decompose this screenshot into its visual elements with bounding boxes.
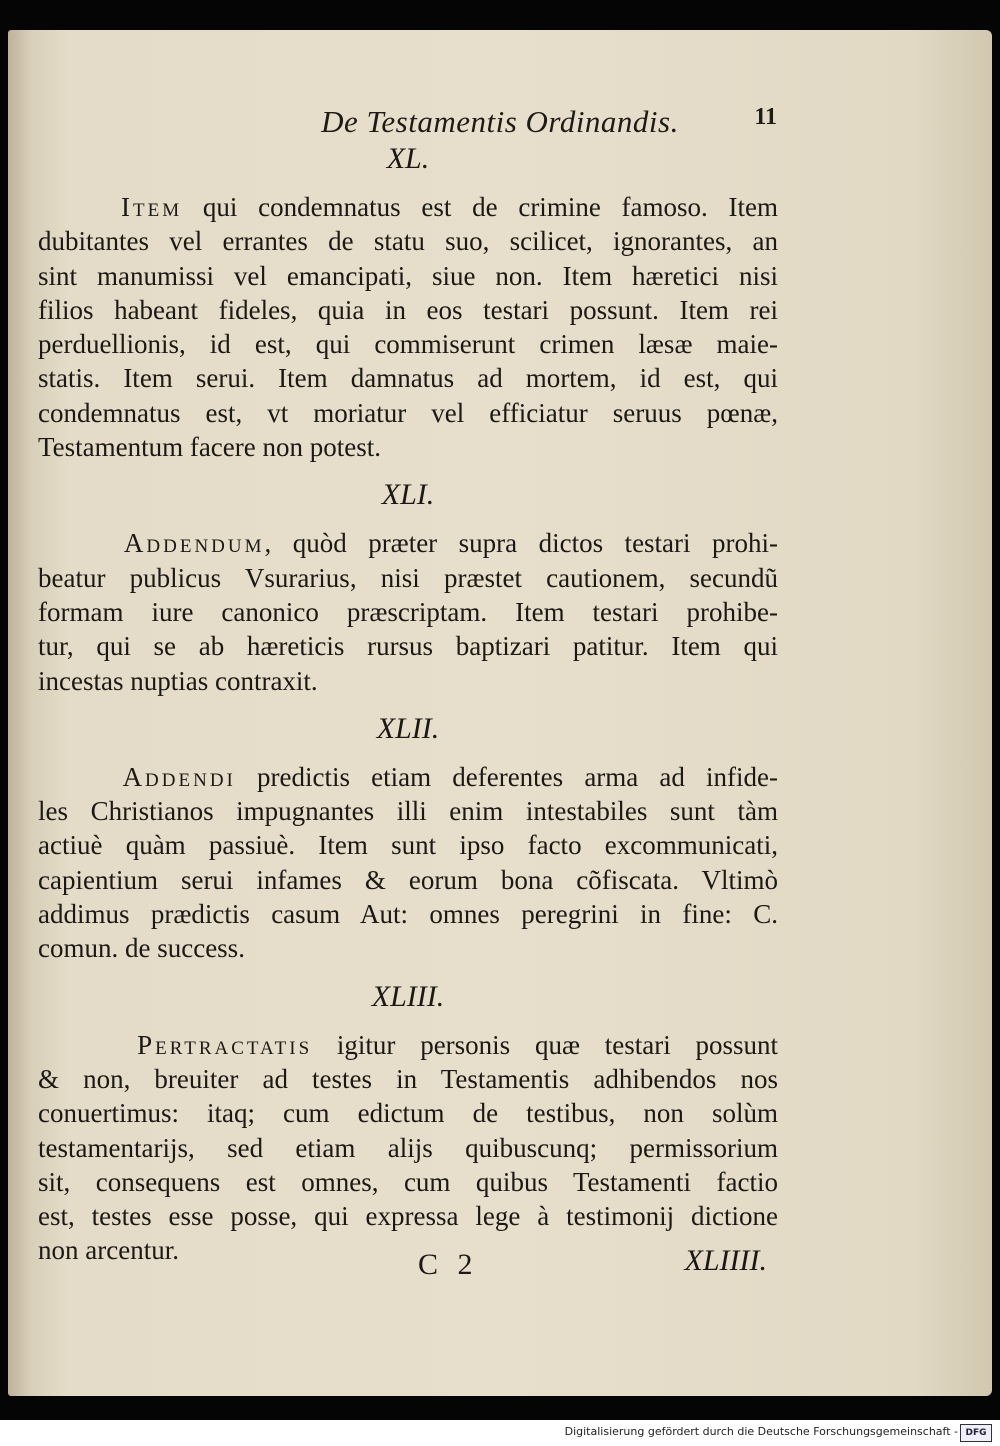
text-line: comun. de success.	[38, 933, 245, 964]
text-line: & non, breuiter ad testes in Testamentis adhibendos nos	[38, 1063, 778, 1094]
page-number: 11	[754, 104, 777, 130]
dfg-logo-icon: DFG	[960, 1424, 992, 1442]
section-number: XLIII.	[371, 979, 445, 1013]
signature-mark: C 2	[418, 1248, 479, 1281]
text-line: Pertractatis igitur personis quæ testari possunt	[137, 1029, 779, 1060]
text-line: non arcentur.	[38, 1235, 179, 1266]
text-line: statis. Item serui. Item damnatus ad mortem, id est, qui	[38, 363, 778, 394]
section-paragraph	[38, 526, 778, 697]
catchword: XLIIII.	[684, 1244, 767, 1277]
text-line: Testamentum facere non potest.	[38, 432, 381, 463]
section-paragraph	[38, 760, 778, 966]
text-line: filios habeant fideles, quia in eos testari possunt. Item rei	[38, 294, 778, 325]
text-line: sit, consequens est omnes, cum quibus Testamenti factio	[38, 1166, 778, 1197]
text-line: beatur publicus Vsurarius, nisi præstet cautionem, secundũ	[38, 562, 778, 593]
section-paragraph	[38, 1028, 778, 1268]
text-line: condemnatus est, vt moriatur vel efficiatur seruus pœnæ,	[38, 397, 778, 428]
text-line: les Christianos impugnantes illi enim intestabiles sunt tàm	[38, 796, 778, 827]
section-number: XLII.	[376, 711, 440, 745]
initial-word: Pertractatis	[137, 1029, 313, 1060]
text-line: formam iure canonico præscriptam. Item testari prohibe-	[38, 596, 778, 627]
text-line: perduellionis, id est, qui commiserunt crimen læsæ maie-	[38, 329, 778, 360]
text-line: actiuè quàm passiuè. Item sunt ipso facto excommunicati,	[38, 830, 778, 861]
text-line: est, testes esse posse, qui expressa lege à testimonij dictione	[38, 1201, 778, 1232]
initial-word: Addendum	[123, 528, 265, 559]
funding-note: Digitalisierung gefördert durch die Deutsche Forschungsgemeinschaft -	[564, 1425, 958, 1438]
text-line: Addendi predictis etiam deferentes arma ad infide-	[122, 761, 779, 792]
funding-footer	[0, 1420, 1000, 1446]
section-paragraph	[38, 190, 778, 464]
text-line: Addendum, quòd præter supra dictos testari prohi-	[123, 528, 778, 559]
text-line: addimus prædictis casum Aut: omnes peregrini in fine: C.	[38, 899, 778, 930]
section-number: XLI.	[381, 478, 435, 512]
text-line: incestas nuptias contraxit.	[38, 665, 318, 696]
initial-word: Item	[121, 192, 183, 222]
text-line: conuertimus: itaq; cum edictum de testibus, non solùm	[38, 1098, 778, 1129]
text-line: testamentarijs, sed etiam alijs quibuscunq; permissorium	[38, 1132, 778, 1163]
book-page	[8, 30, 992, 1396]
section-number: XL.	[386, 142, 430, 175]
text-line: Item qui condemnatus est de crimine famoso. Item	[121, 192, 779, 222]
initial-word: Addendi	[122, 761, 236, 792]
running-title: De Testamentis Ordinandis.	[321, 104, 679, 139]
text-line: sint manumissi vel emancipati, siue non. Item hæretici nisi	[38, 260, 778, 291]
text-line: dubitantes vel errantes de statu suo, scilicet, ignorantes, an	[38, 226, 778, 257]
page-body	[38, 142, 778, 1282]
text-line: capientium serui infames & eorum bona cõfiscata. Vltimò	[38, 864, 778, 895]
text-line: tur, qui se ab hæreticis rursus baptizari patitur. Item qui	[38, 631, 778, 662]
